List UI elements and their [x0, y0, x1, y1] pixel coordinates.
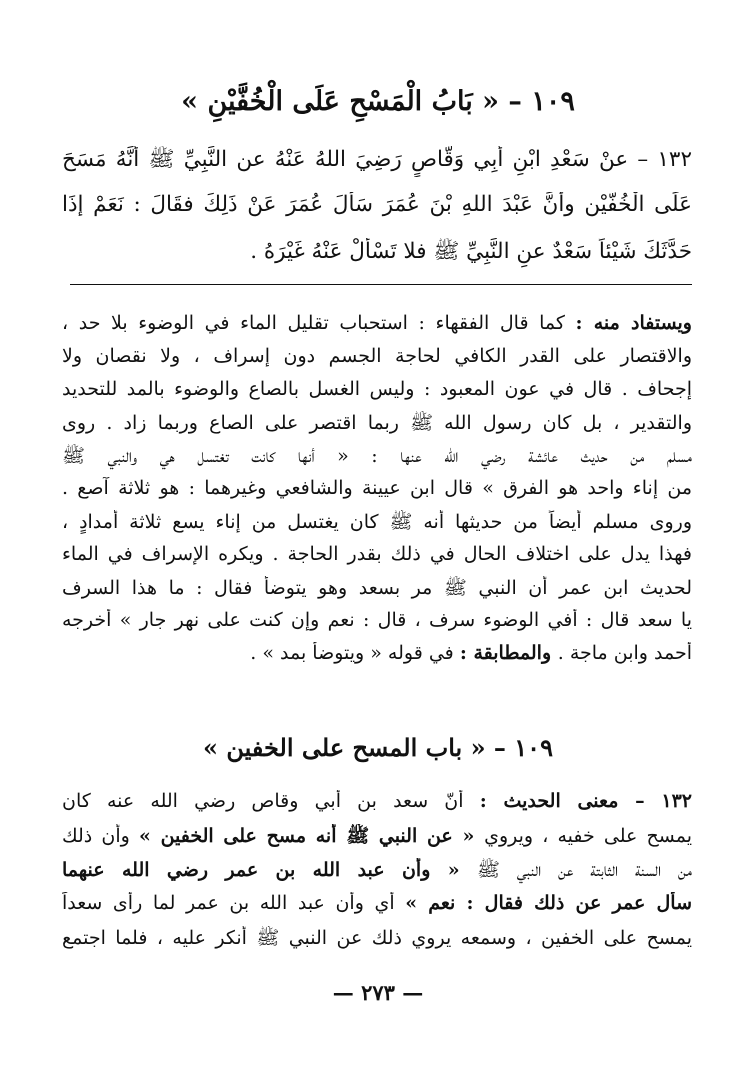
meaning-line — [62, 858, 692, 886]
page-number: — ٢٧٣ — — [332, 980, 424, 1005]
commentary-text: أحمد وابن ماجة . — [557, 642, 692, 664]
meaning-text: أنّ سعد بن أبي وقاص رضي الله عنه كان — [62, 790, 480, 812]
meaning-quote: سأل عمر عن ذلك فقال : نعم » — [405, 892, 692, 914]
commentary-lead: ويستفاد منه : — [575, 312, 692, 334]
separator-rule — [70, 284, 692, 285]
commentary-line: وروى مسلم أيضاً من حديثها أنه ﷺ كان يغتسل من إناء يسع ثلاثة أمدادٍ ، — [62, 511, 692, 533]
commentary-line: إجحاف . قال في عون المعبود : وليس الغسل بالصاع والوضوء بالمد للتحديد — [62, 378, 692, 400]
hadith-line: ١٣٢ – عنْ سَعْدِ ابْنِ أَبِي وَقَّاصٍ رَضِيَ اللهُ عَنْهُ عن النَّبِيِّ ﷺ أَنَّهُ مَسَحَ — [62, 147, 692, 172]
meaning-lead: ١٣٢ – معنى الحديث : — [479, 790, 692, 812]
commentary-line: يا سعد قال : أفي الوضوء سرف ، قال : نعم وإن كنت على نهر جار » أخرجه — [62, 609, 692, 631]
hadith-line: حَدَّثَكَ شَيْئاً سَعْدٌ عنِ النَّبِيِّ ﷺ فلا تَسْأَلْ عَنْهُ غَيْرَهُ . — [250, 239, 692, 264]
meaning-line: يمسح على الخفين ، وسمعه يروي ذلك عن النبي ﷺ أنكر عليه ، فلما اجتمع — [62, 927, 692, 949]
commentary-line: من إناء واحد هو الفرق » قال ابن عيينة والشافعي وغيرهما : هو ثلاثة آصع . — [62, 477, 692, 499]
meaning-quote: « وأن عبد الله بن عمر رضي الله عنهما — [62, 859, 477, 881]
commentary-tail: في قوله « ويتوضأ بمد » . — [250, 642, 460, 664]
commentary-line: والتقدير ، بل كان رسول الله ﷺ ربما اقتصر على الصاع وربما زاد . روى — [62, 412, 692, 434]
meaning-text: من السنة الثابتة عن النبي ﷺ — [477, 859, 692, 881]
commentary-line: مسلم من حديث عائشة رضي الله عنها : « أنها كانت تغتسل هي والنبي ﷺ — [62, 445, 692, 467]
commentary-line — [62, 642, 692, 664]
meaning-text: أي وأن عبد الله بن عمر لما رأى سعداً — [62, 892, 406, 914]
meaning-line — [62, 892, 692, 914]
commentary-line: فهذا يدل على اختلاف الحال في ذلك بقدر الحاجة . ويكره الإسراف في الماء — [62, 543, 692, 565]
meaning-line — [62, 790, 692, 812]
meaning-tail: وأن ذلك — [62, 825, 139, 847]
section-title: ١٠٩ – « باب المسح على الخفين » — [203, 733, 553, 762]
commentary-line: والاقتصار على القدر الكافي لحاجة الجسم دون إسراف ، ولا نقصان ولا — [62, 345, 692, 367]
mutabaqa-lead: والمطابقة : — [459, 642, 558, 664]
commentary-text: كما قال الفقهاء : استحباب تقليل الماء في الوضوء بلا حد ، — [62, 312, 576, 334]
meaning-quote: « عن النبي ﷺ أنه مسح على الخفين » — [138, 825, 485, 847]
hadith-line: عَلَى الْخُفَّيْنِ وأَنَّ عَبْدَ اللهِ بْنَ عُمَرَ سَأَلَ عُمَرَ عَنْ ذَلِكَ فقَالَ : نَعَمْ إِذَا — [62, 192, 692, 217]
meaning-text: يمسح على خفيه ، ويروي — [484, 825, 692, 847]
meaning-line — [62, 824, 692, 852]
commentary-line: لحديث ابن عمر أن النبي ﷺ مر بسعد وهو يتوضأ فقال : ما هذا السرف — [62, 577, 692, 599]
commentary-line — [62, 312, 692, 334]
chapter-title: ١٠٩ – « بَابُ الْمَسْحِ عَلَى الْخُفَّيْنِ » — [181, 86, 575, 117]
